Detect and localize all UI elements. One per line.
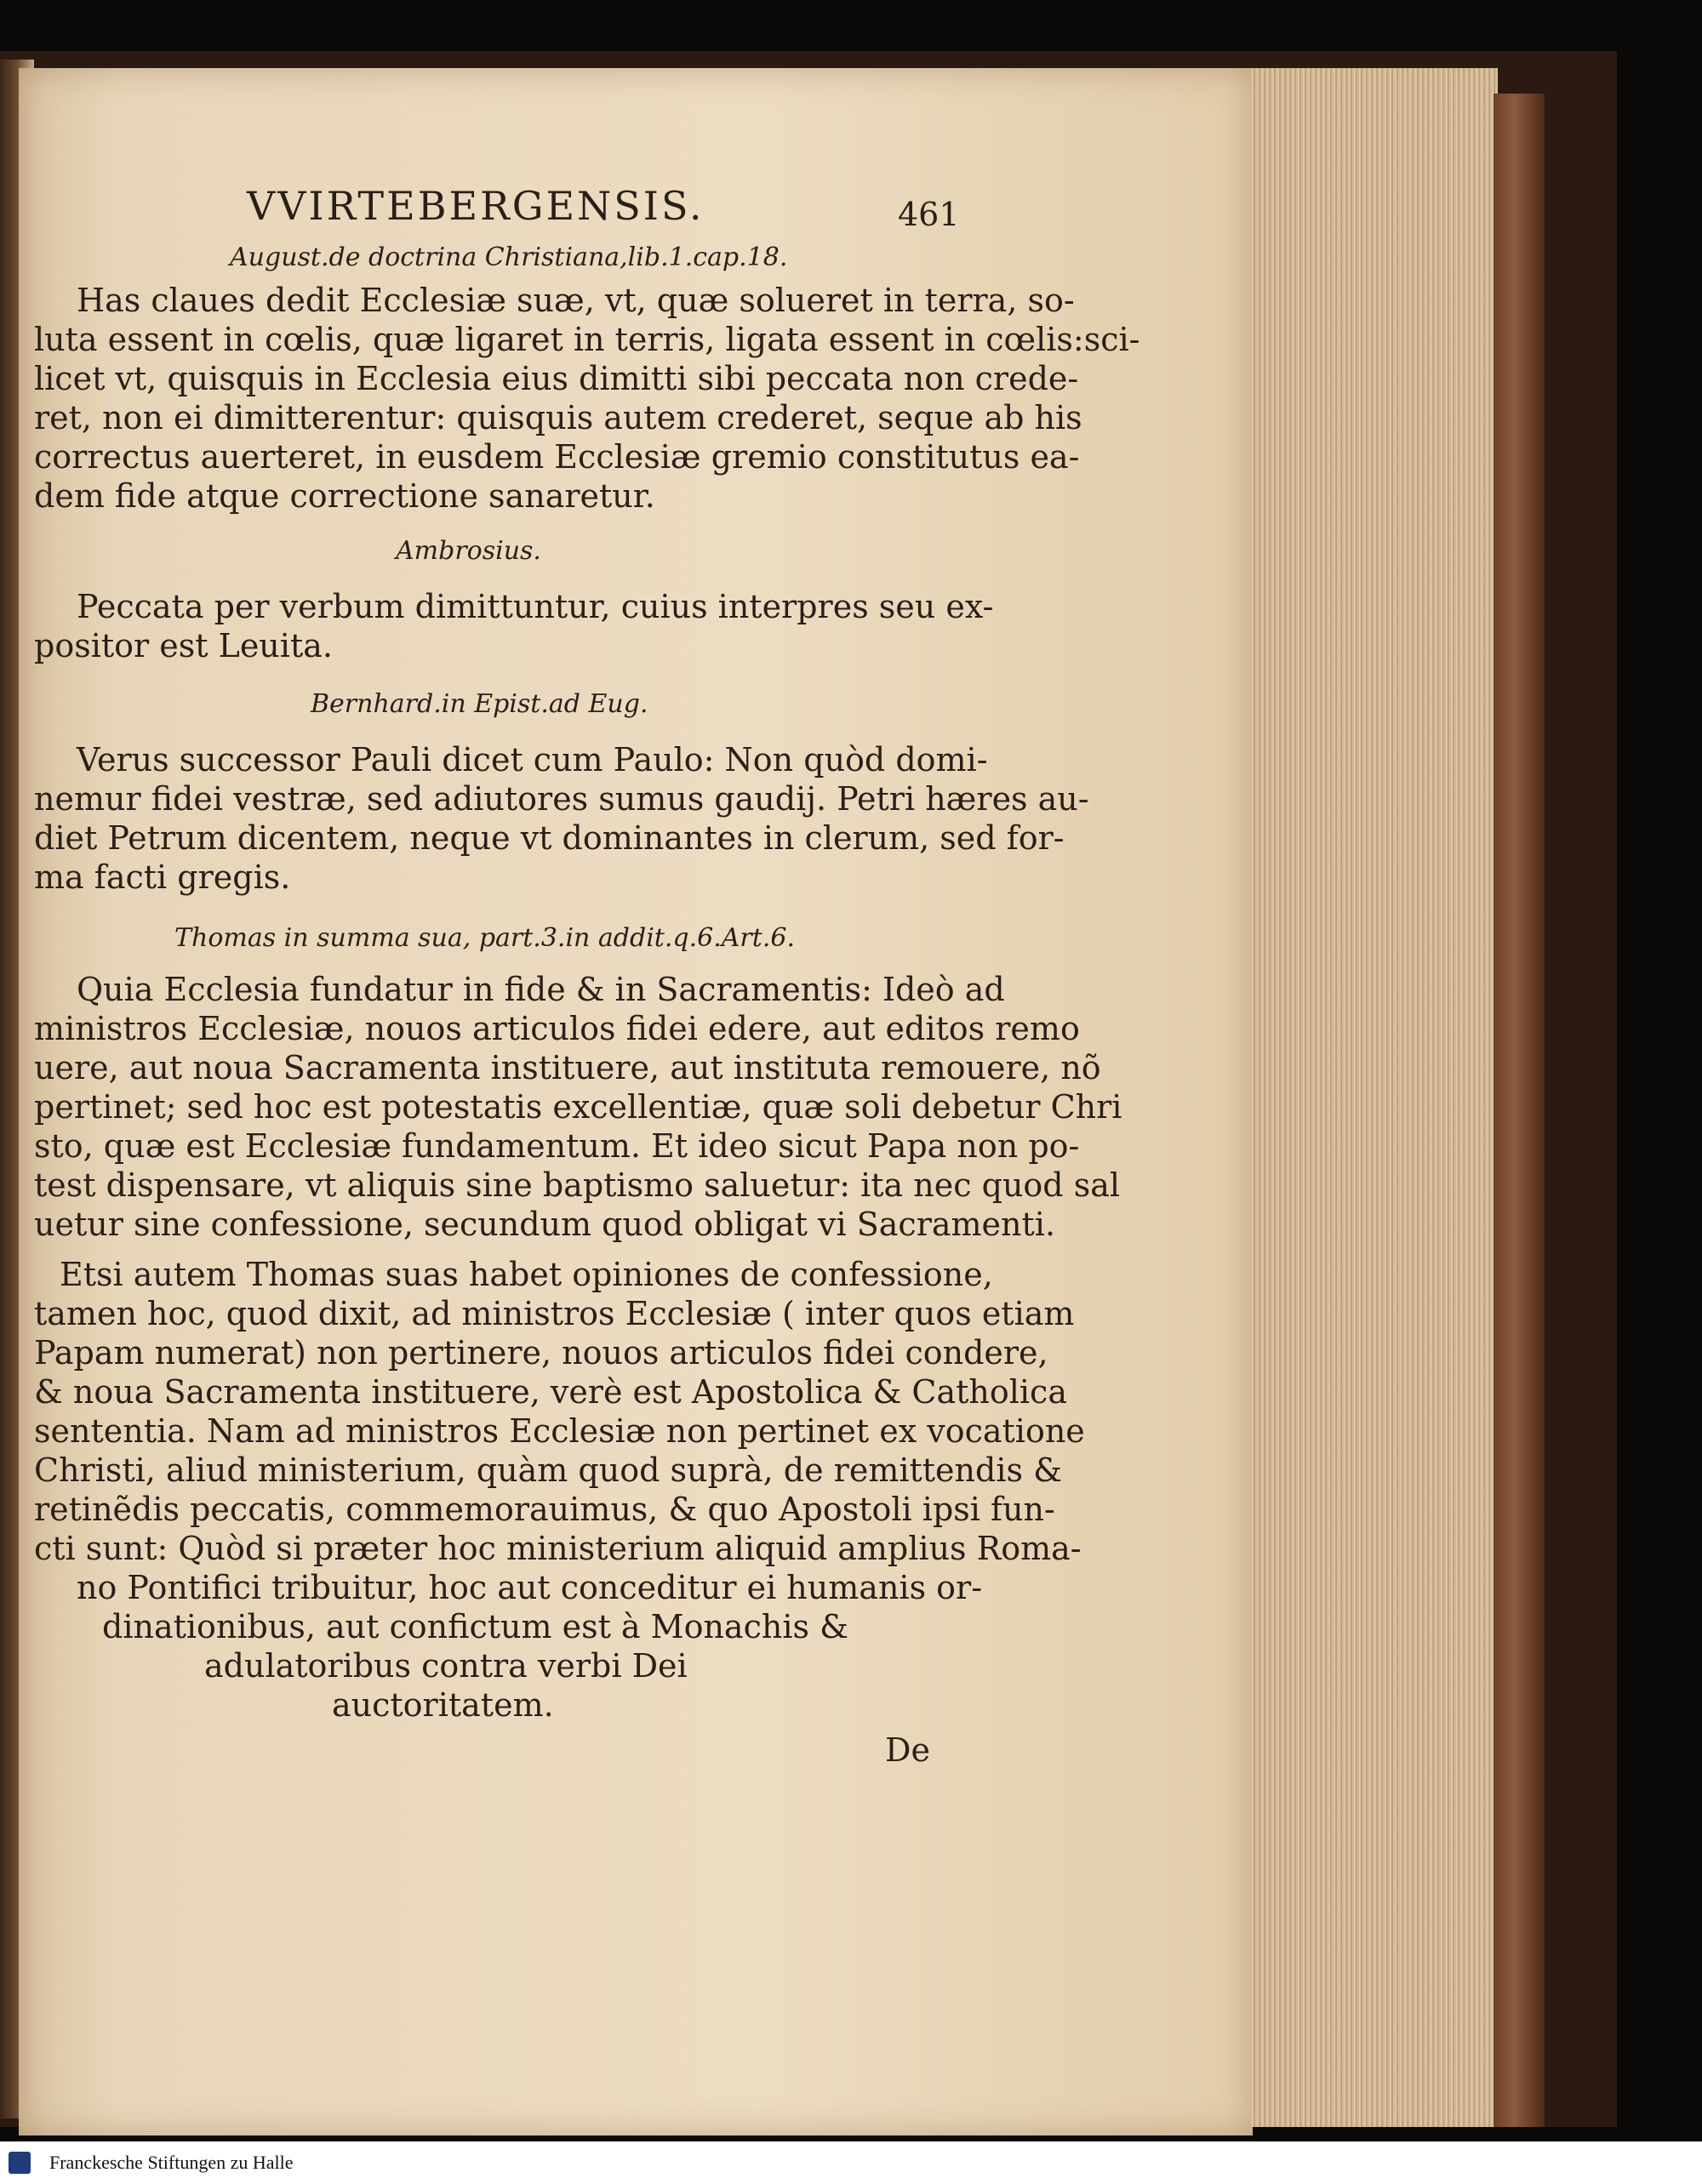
text-line: uetur sine confessione, secundum quod obligat vi Sacramenti. [34,1206,1056,1243]
text-line: diet Petrum dicentem, neque vt dominantes in clerum, sed for- [34,819,1065,857]
text-line: dinationibus, aut confictum est à Monachis & [102,1608,848,1645]
text-line: pertinet; sed hoc est potestatis excellentiæ, quæ soli debetur Chri [34,1088,1122,1126]
source-heading: Thomas in summa sua, part.3.in addit.q.6.Art.6. [174,923,795,953]
text-line: ma facti gregis. [34,858,291,896]
text-line: uere, aut noua Sacramenta instituere, aut instituta remouere, nõ [34,1049,1101,1086]
text-line: adulatoribus contra verbi Dei [204,1647,688,1685]
page-number: 461 [898,196,960,233]
text-line: ret, non ei dimitterentur: quisquis autem crederet, seque ab his [34,399,1082,436]
text-line: Christi, aliud ministerium, quàm quod suprà, de remittendis & [34,1451,1062,1489]
source-heading: Bernhard.in Epist.ad Eug. [311,689,648,719]
text-line: Etsi autem Thomas suas habet opiniones de confessione, [60,1256,993,1293]
page-edges [1251,68,1498,2127]
text-line: test dispensare, vt aliquis sine baptismo saluetur: ita nec quod sal [34,1166,1121,1204]
text-line: correctus auerteret, in eusdem Ecclesiæ gremio constitutus ea- [34,438,1080,476]
text-line: Quia Ecclesia fundatur in fide & in Sacramentis: Ideò ad [77,971,1005,1008]
paragraph [34,970,1122,1244]
text-line: cti sunt: Quòd si præter hoc ministerium aliquid amplius Roma- [34,1530,1082,1567]
running-head: VVIRTEBERGENSIS. [247,183,705,229]
source-heading: Ambrosius. [396,536,541,566]
text-line: no Pontifici tribuitur, hoc aut conceditur ei humanis or- [77,1569,983,1606]
text-line: ministros Ecclesiæ, nouos articulos fidei edere, aut editos remo [34,1010,1080,1047]
text-line: sto, quæ est Ecclesiæ fundamentum. Et ideo sicut Papa non po- [34,1127,1080,1165]
catchword: De [885,1731,930,1769]
footer-bar [0,2141,1702,2184]
text-line: Peccata per verbum dimittuntur, cuius interpres seu ex- [77,588,994,625]
text-line: positor est Leuita. [34,627,333,664]
institution-logo-icon [9,2152,31,2174]
institution-name: Franckesche Stiftungen zu Halle [49,2152,294,2173]
paragraph [34,281,1140,516]
source-heading: August.de doctrina Christiana,lib.1.cap.18. [230,242,788,272]
text-line: licet vt, quisquis in Ecclesia eius dimitti sibi peccata non crede- [34,360,1079,397]
text-line: nemur fidei vestræ, sed adiutores sumus gaudij. Petri hæres au- [34,780,1089,818]
paragraph [34,1255,1085,1725]
paragraph [34,740,1089,897]
text-line: auctoritatem. [332,1686,554,1724]
text-line: Verus successor Pauli dicet cum Paulo: Non quòd domi- [77,741,988,778]
text-line: sententia. Nam ad ministros Ecclesiæ non pertinet ex vocatione [34,1412,1085,1450]
text-line: & noua Sacramenta instituere, verè est Apostolica & Catholica [34,1373,1067,1411]
text-line: tamen hoc, quod dixit, ad ministros Ecclesiæ ( inter quos etiam [34,1295,1075,1332]
book-cover [1494,94,1545,2127]
text-line: luta essent in cœlis, quæ ligaret in terris, ligata essent in cœlis:sci- [34,321,1140,358]
paragraph [34,587,994,665]
text-line: retinẽdis peccatis, commemorauimus, & quo Apostoli ipsi fun- [34,1491,1055,1528]
text-line: Papam numerat) non pertinere, nouos articulos fidei condere, [34,1334,1048,1371]
text-line: dem fide atque correctione sanaretur. [34,477,655,515]
text-line: Has claues dedit Ecclesiæ suæ, vt, quæ solueret in terra, so- [77,282,1075,319]
